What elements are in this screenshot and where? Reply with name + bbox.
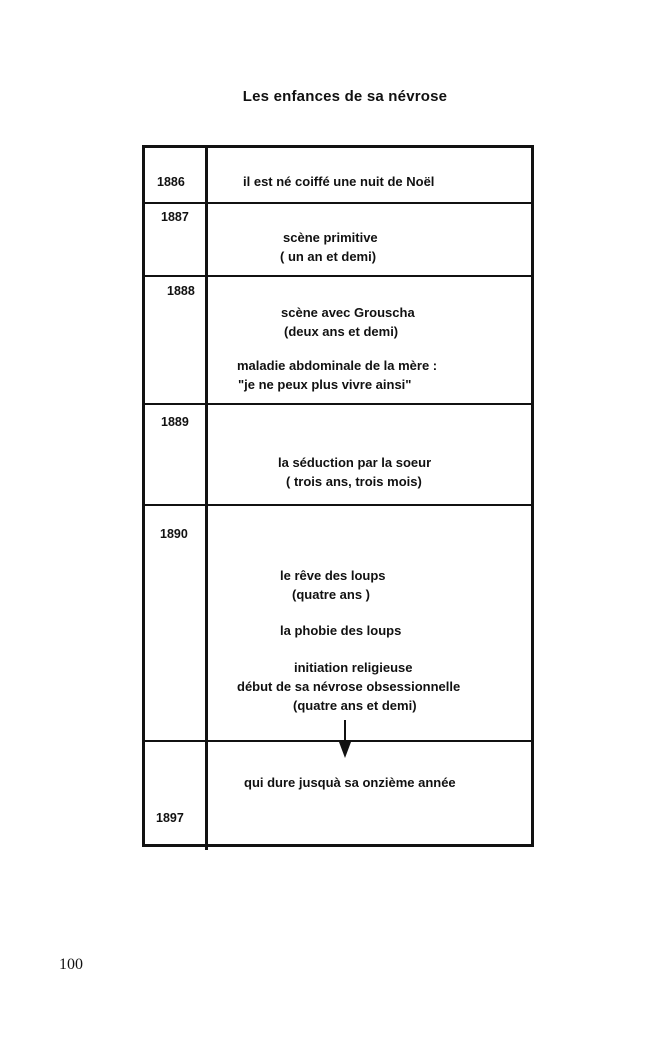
column-divider <box>205 145 208 850</box>
year-label: 1890 <box>160 527 188 541</box>
row-divider <box>142 275 534 277</box>
event-line: il est né coiffé une nuit de Noël <box>243 174 435 189</box>
event-line: (deux ans et demi) <box>284 324 399 339</box>
year-label: 1888 <box>167 284 195 298</box>
event-line: la phobie des loups <box>280 623 402 638</box>
event-line: initiation religieuse <box>294 660 413 675</box>
row-divider <box>142 504 534 506</box>
event-line: ( un an et demi) <box>280 249 377 264</box>
page-title: Les enfances de sa névrose <box>242 88 448 105</box>
event-line: scène primitive <box>283 230 378 245</box>
event-line: maladie abdominale de la mère : <box>237 358 438 373</box>
event-line: "je ne peux plus vivre ainsi" <box>238 377 412 392</box>
arrow-stem <box>344 720 346 742</box>
event-line: début de sa névrose obsessionnelle <box>237 679 461 694</box>
event-line: (quatre ans ) <box>292 587 371 602</box>
row-divider <box>142 202 534 204</box>
page-number: 100 <box>59 956 83 973</box>
year-label: 1897 <box>156 811 184 825</box>
timeline-table <box>142 145 534 847</box>
event-line: ( trois ans, trois mois) <box>286 474 422 489</box>
year-label: 1887 <box>161 210 189 224</box>
event-line: scène avec Grouscha <box>281 305 415 320</box>
year-label: 1886 <box>157 175 185 189</box>
event-line: (quatre ans et demi) <box>293 698 417 713</box>
event-line: qui dure jusquà sa onzième année <box>244 775 456 790</box>
row-divider <box>142 403 534 405</box>
event-line: le rêve des loups <box>280 568 386 583</box>
event-line: la séduction par la soeur <box>278 455 432 470</box>
year-label: 1889 <box>161 415 189 429</box>
down-arrow-icon <box>339 742 351 758</box>
row-divider <box>142 740 534 742</box>
